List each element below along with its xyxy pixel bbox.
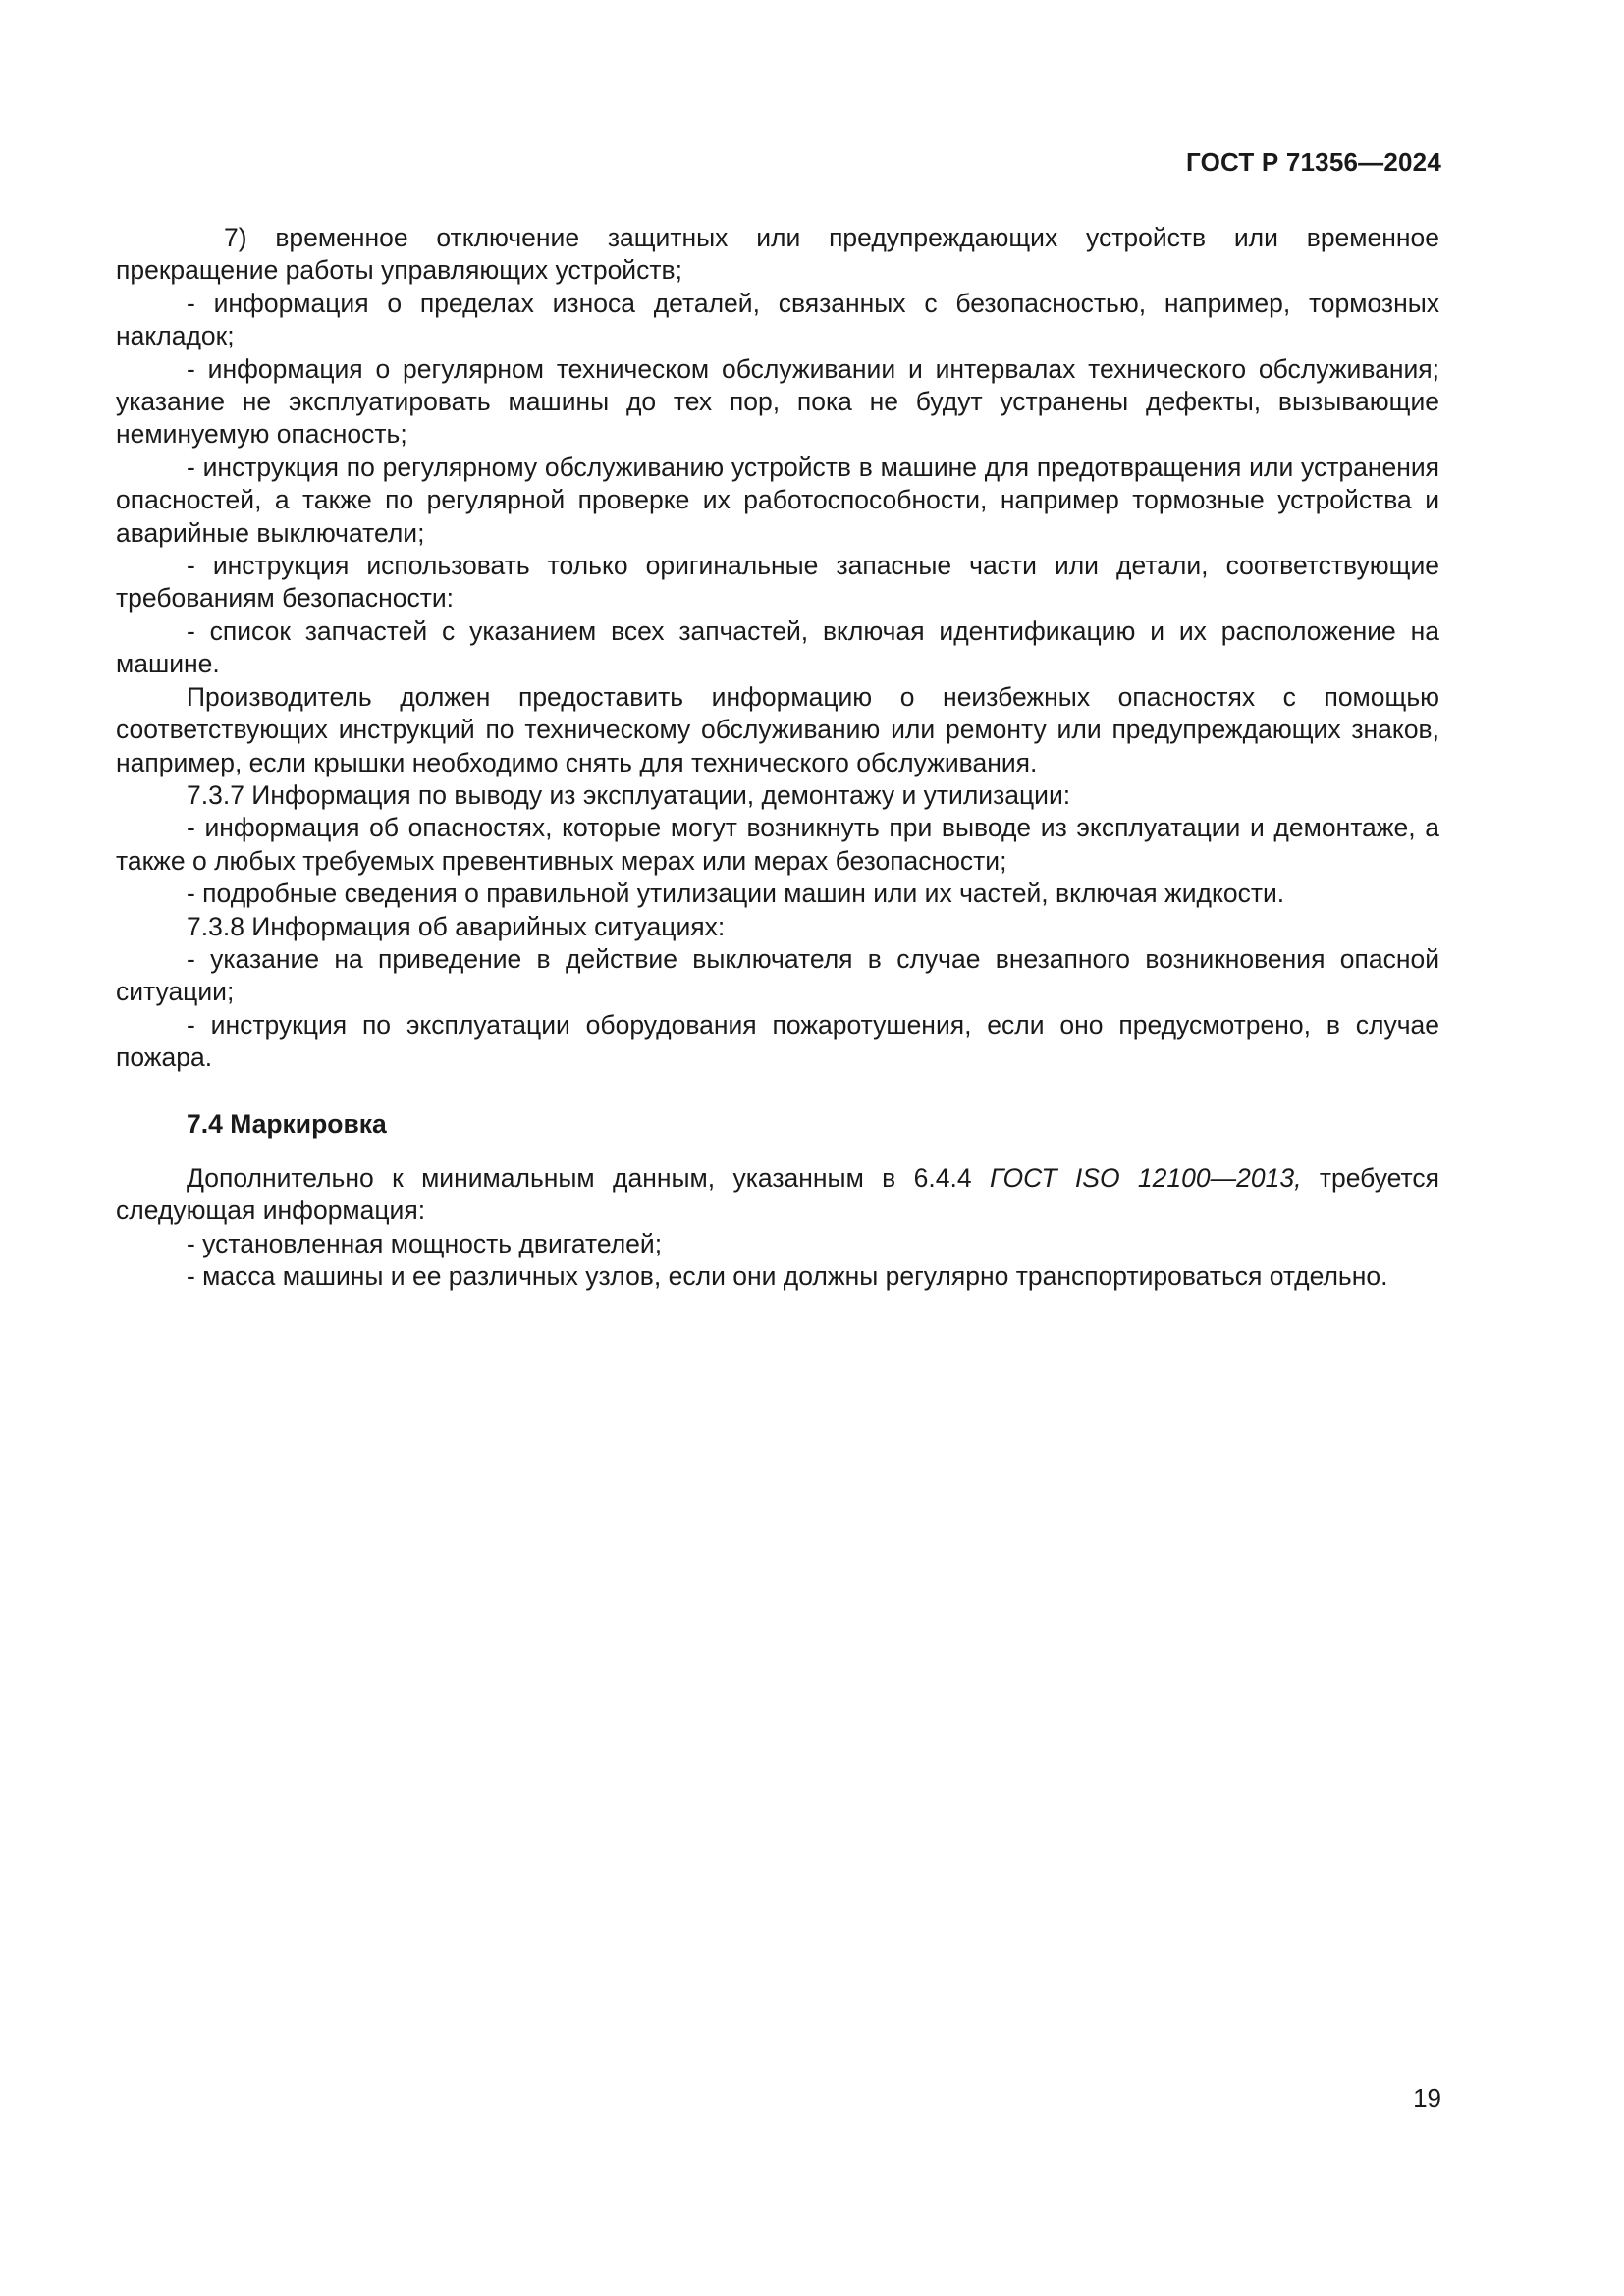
clause-7-3-7: 7.3.7 Информация по выводу из эксплуатации, демонтажу и утилизации: (187, 779, 1071, 810)
list-item-engine-power: - установленная мощность двигателей; (187, 1228, 663, 1258)
paragraph-marking-intro (116, 1162, 1439, 1228)
paragraph-maintenance-instructions: - инструкция по регулярному обслуживанию устройств в машине для предотвращения или устранения опасностей, а также по регулярной проверке их работоспособности, например тормозные устройства и аварийные выключатели; (116, 452, 1439, 548)
paragraph-wear-limits: - информация о пределах износа деталей, связанных с безопасностью, например, тормозных накладок; (116, 288, 1439, 351)
list-item-machine-mass: - масса машины и ее различных узлов, если они должны регулярно транспортироваться отдельно. (187, 1261, 1388, 1292)
document-standard-header: ГОСТ Р 71356—2024 (1186, 147, 1441, 177)
paragraph-original-parts: - инструкция использовать только оригинальные запасные части или детали, соответствующие требованиям безопасности: (116, 551, 1439, 614)
paragraph-fire-extinguishing: - инструкция по эксплуатации оборудования пожаротушения, если оно предусмотрено, в случае пожара. (116, 1009, 1439, 1073)
paragraph-residual-hazards: Производитель должен предоставить информацию о неизбежных опасностях с помощью соответствующих инструкций по техническому обслуживанию или ремонту или предупреждающих знаков, например, если крышки необходимо снять для технического обслуживания. (116, 681, 1439, 777)
marking-intro-tail: требуется следующая информация: (116, 1162, 1439, 1226)
clause-7-3-8: 7.3.8 Информация об аварийных ситуациях: (187, 911, 726, 941)
section-heading-marking: 7.4 Маркировка (187, 1108, 387, 1139)
standard-reference: ГОСТ ISO 12100—2013, (989, 1162, 1302, 1193)
paragraph-maintenance-intervals: - информация о регулярном техническом обслуживании и интервалах технического обслуживания; указание не эксплуатировать машины до тех пор, пока не будут устранены дефекты, вызывающие неминуемую опасность; (116, 353, 1439, 450)
paragraph-item-7: 7) временное отключение защитных или предупреждающих устройств или временное прекращение работы управляющих устройств; (116, 223, 1439, 286)
paragraph-disposal: - подробные сведения о правильной утилизации машин или их частей, включая жидкости. (187, 879, 1285, 909)
paragraph-decommissioning-hazards: - информация об опасностях, которые могут возникнуть при выводе из эксплуатации и демонтаже, а также о любых требуемых превентивных мерах или мерах безопасности; (116, 813, 1439, 876)
paragraph-emergency-switch: - указание на приведение в действие выключателя в случае внезапного возникновения опасной ситуации; (116, 943, 1439, 1007)
paragraph-parts-list: - список запчастей с указанием всех запчастей, включая идентификацию и их расположение на машине. (116, 615, 1439, 679)
document-body (116, 222, 1439, 1294)
marking-intro-text: Дополнительно к минимальным данным, указанным в 6.4.4 (187, 1162, 990, 1193)
page-number: 19 (1413, 2083, 1441, 2112)
